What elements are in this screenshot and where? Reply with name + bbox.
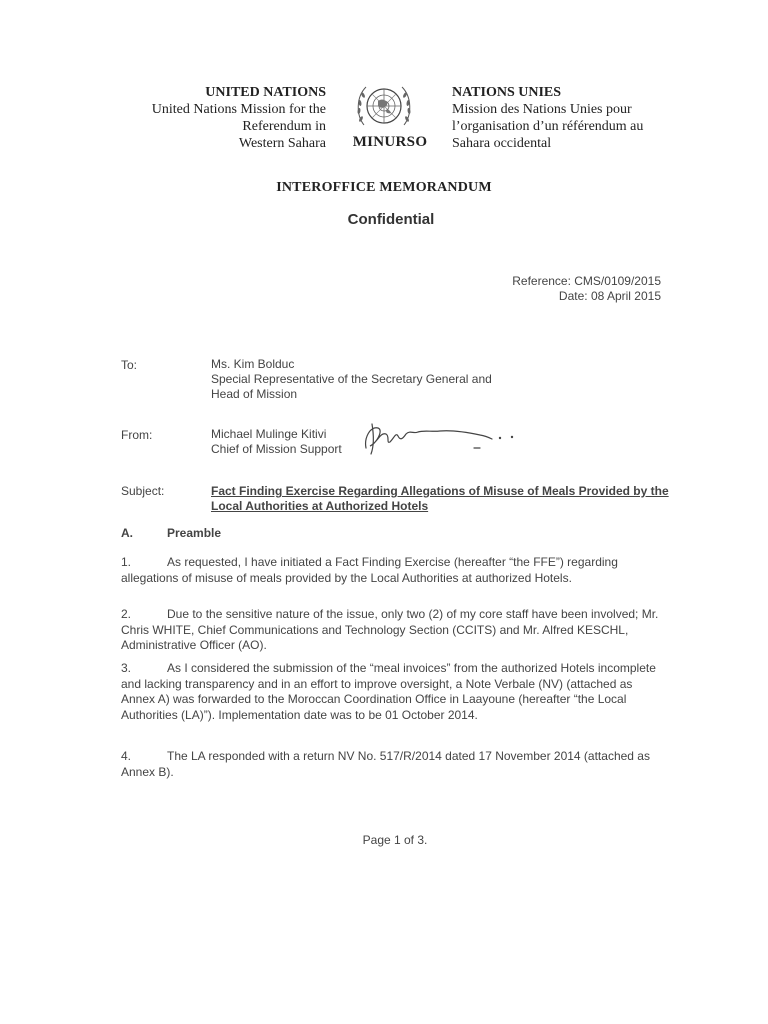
header-right-block	[452, 84, 692, 152]
handwritten-signature-icon	[362, 418, 522, 458]
paragraph	[121, 555, 661, 586]
reference-block	[512, 274, 661, 304]
paragraph-number: 2.	[121, 607, 132, 621]
paragraph-number: 1.	[121, 555, 132, 569]
page-number: Page 1 of 3.	[362, 833, 428, 847]
section-title: Preamble	[167, 526, 222, 540]
header-left-title: UNITED NATIONS	[205, 85, 326, 100]
header-left-line: Western Sahara	[238, 136, 326, 151]
to-block	[211, 357, 492, 402]
paragraph-text: As I considered the submission of the “meal invoices” from the authorized Hotels incomplete and lacking transparency and in an effort to improve oversight, a Note Verbale (NV) (attached as Annex A) was forwarded to the Moroccan Coordination Office in Laayoune (hereafter “the Local Authorities (LA)”). Implementation date was to be 01 October 2014.	[121, 661, 656, 722]
subject-text: Fact Finding Exercise Regarding Allegations of Misuse of Meals Provided by the Local Authorities at Authorized Hotels	[211, 484, 669, 513]
paragraph-number: 3.	[121, 661, 132, 675]
paragraph	[121, 607, 661, 654]
header-left-block	[96, 84, 326, 152]
header-right-line: l’organisation d’un référendum au	[452, 119, 644, 134]
recipient-name: Ms. Kim Bolduc	[211, 357, 295, 371]
from-label: From:	[121, 428, 153, 442]
memo-title: INTEROFFICE MEMORANDUM	[276, 180, 492, 195]
subject-label: Subject:	[121, 484, 165, 498]
paragraph-number: 4.	[121, 749, 132, 763]
from-block	[211, 427, 342, 457]
sender-title: Chief of Mission Support	[211, 442, 342, 456]
section-number: A.	[121, 526, 133, 540]
recipient-title: Special Representative of the Secretary General and	[211, 372, 492, 386]
header-right-title: NATIONS UNIES	[452, 85, 562, 100]
header-left-line: United Nations Mission for the	[151, 102, 326, 117]
reference-date: Date: 08 April 2015	[558, 289, 661, 303]
minurso-label: MINURSO	[352, 134, 428, 150]
paragraph	[121, 661, 661, 723]
sender-name: Michael Mulinge Kitivi	[211, 427, 327, 441]
reference-number: Reference: CMS/0109/2015	[512, 274, 661, 288]
to-label: To:	[121, 358, 138, 372]
paragraph-text: As requested, I have initiated a Fact Finding Exercise (hereafter “the FFE”) regarding allegations of misuse of meals provided by the Local Authorities at authorized Hotels.	[121, 555, 618, 585]
un-emblem-icon	[352, 81, 416, 133]
paragraph	[121, 749, 661, 780]
header-left-line: Referendum in	[242, 119, 326, 134]
classification-label: Confidential	[347, 211, 435, 228]
recipient-title: Head of Mission	[211, 387, 298, 401]
paragraph-text: Due to the sensitive nature of the issue, only two (2) of my core staff have been involved; Mr. Chris WHITE, Chief Communications and Technology Section (CCITS) and Mr. Alfred KESCHL, Administrative Officer (AO).	[121, 607, 659, 652]
paragraph-text: The LA responded with a return NV No. 517/R/2014 dated 17 November 2014 (attached as Annex B).	[121, 749, 650, 779]
header-right-line: Sahara occidental	[452, 136, 552, 151]
header-right-line: Mission des Nations Unies pour	[452, 102, 632, 117]
